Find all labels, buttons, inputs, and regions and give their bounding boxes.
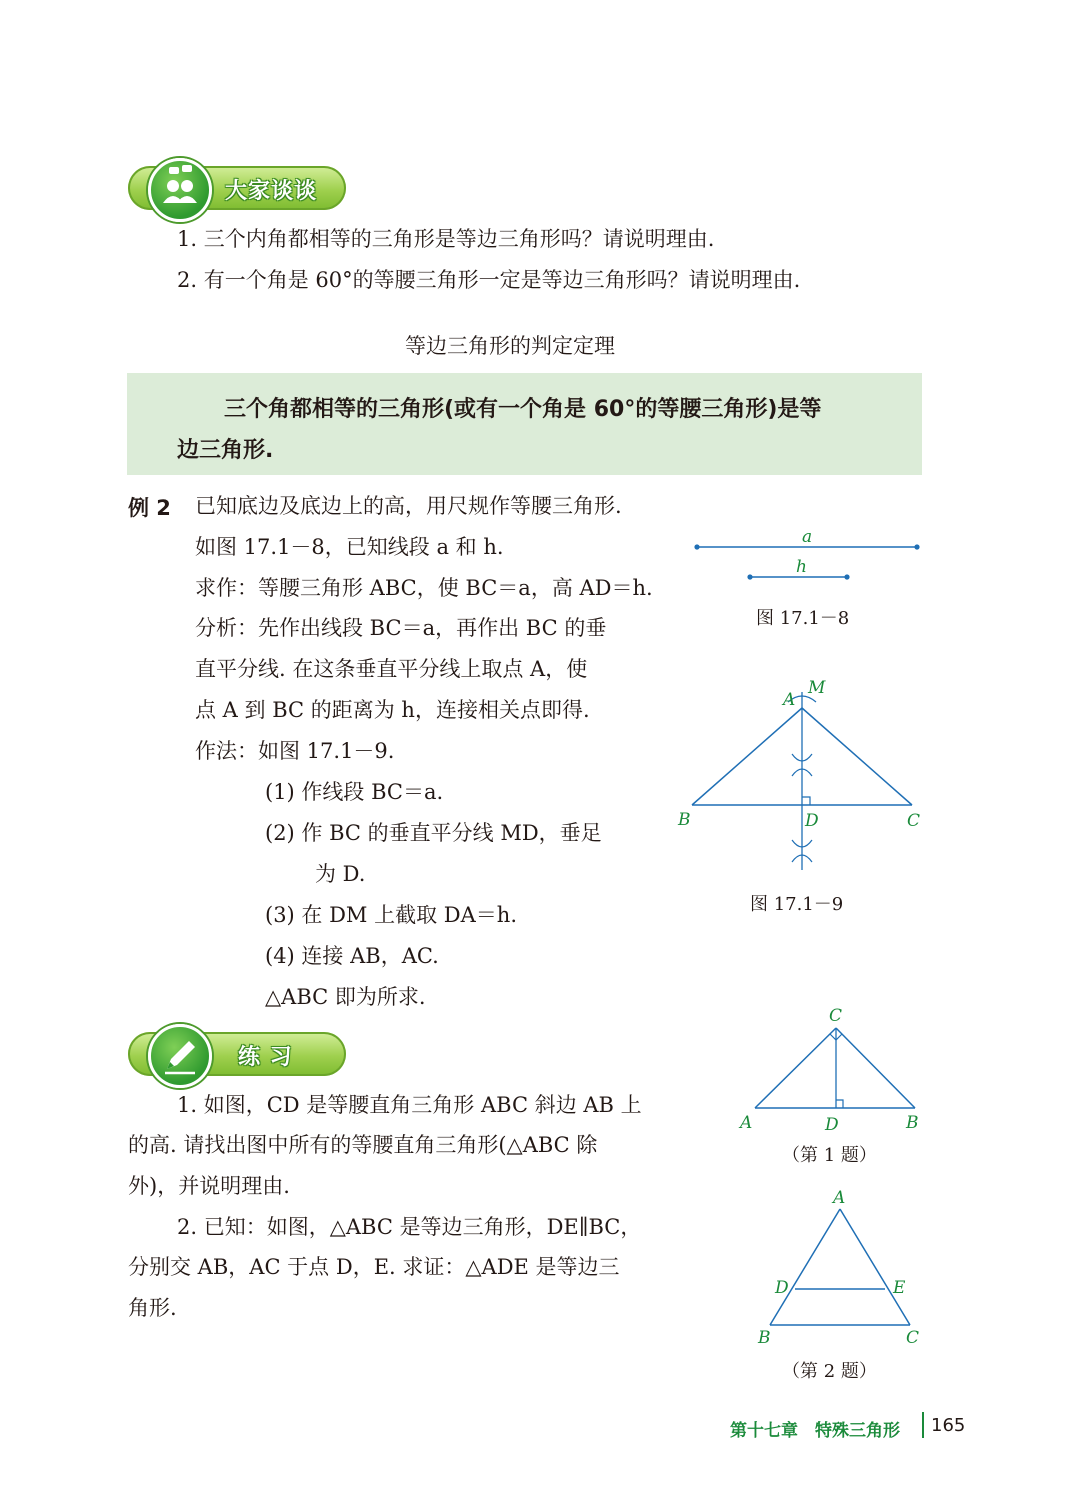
practice-2-line-2: 分别交 AB，AC 于点 D，E. 求证：△ADE 是等边三 <box>128 1255 620 1279</box>
question-1-figure <box>730 1000 940 1140</box>
fig9-label-a: A <box>783 690 796 710</box>
discussion-question-2: 2. 有一个角是 60°的等腰三角形一定是等边三角形吗？请说明理由. <box>177 268 801 292</box>
practice-badge-label: 练 习 <box>238 1045 293 1070</box>
fig9-label-c: C <box>907 811 921 831</box>
footer-chapter: 第十七章 特殊三角形 <box>730 1421 900 1441</box>
question-2-figure <box>740 1185 940 1355</box>
q2-label-b: B <box>758 1328 771 1348</box>
example-step-4: (4) 连接 AB，AC. <box>265 944 439 968</box>
footer-divider <box>922 1412 924 1438</box>
figure-17-1-8 <box>680 525 940 595</box>
practice-2-line-1: 2. 已知：如图，△ABC 是等边三角形，DE∥BC， <box>177 1215 642 1239</box>
q1-label-c: C <box>829 1006 843 1026</box>
fig9-label-b: B <box>678 810 691 830</box>
example-step-2-cont: 为 D. <box>315 862 366 886</box>
example-step-2: (2) 作 BC 的垂直平分线 MD，垂足 <box>265 821 602 845</box>
example-line-1: 已知底边及底边上的高，用尺规作等腰三角形. <box>195 494 622 518</box>
practice-1-line-3: 外)，并说明理由. <box>128 1174 290 1198</box>
example-result: △ABC 即为所求. <box>265 985 426 1009</box>
fig8-label-a: a <box>802 527 813 547</box>
figure-17-1-9-caption: 图 17.1－9 <box>750 894 844 915</box>
example-line-7: 作法：如图 17.1－9. <box>195 739 395 763</box>
example-step-3: (3) 在 DM 上截取 DA＝h. <box>265 903 517 927</box>
theorem-title: 等边三角形的判定定理 <box>405 334 615 358</box>
q2-label-a: A <box>833 1188 846 1208</box>
pencil-icon <box>148 1024 212 1088</box>
figure-17-1-9 <box>670 670 940 880</box>
q1-label-d: D <box>825 1115 839 1135</box>
fig8-label-h: h <box>796 557 807 577</box>
question-2-caption: （第 2 题） <box>782 1361 877 1382</box>
q1-label-a: A <box>740 1113 753 1133</box>
q2-label-e: E <box>893 1278 906 1298</box>
figure-17-1-8-caption: 图 17.1－8 <box>756 608 850 629</box>
question-1-caption: （第 1 题） <box>782 1145 877 1166</box>
q2-label-c: C <box>906 1328 920 1348</box>
practice-2-line-3: 角形. <box>128 1296 177 1320</box>
practice-1-line-1: 1. 如图，CD 是等腰直角三角形 ABC 斜边 AB 上 <box>177 1093 642 1117</box>
example-line-2: 如图 17.1－8，已知线段 a 和 h. <box>195 535 504 559</box>
theorem-line-2: 边三角形. <box>177 438 274 463</box>
theorem-line-1: 三个角都相等的三角形(或有一个角是 60°的等腰三角形)是等 <box>224 397 822 422</box>
fig9-label-d: D <box>805 811 819 831</box>
example-line-4: 分析：先作出线段 BC＝a，再作出 BC 的垂 <box>195 616 607 640</box>
practice-1-line-2: 的高. 请找出图中所有的等腰直角三角形(△ABC 除 <box>128 1133 598 1157</box>
discussion-badge-label: 大家谈谈 <box>225 179 318 204</box>
example-line-6: 点 A 到 BC 的距离为 h，连接相关点即得. <box>195 698 590 722</box>
example-label: 例 2 <box>128 496 171 520</box>
q1-label-b: B <box>906 1113 919 1133</box>
q2-label-d: D <box>775 1278 789 1298</box>
discussion-question-1: 1. 三个内角都相等的三角形是等边三角形吗？请说明理由. <box>177 227 715 251</box>
example-line-5: 直平分线. 在这条垂直平分线上取点 A，使 <box>195 657 588 681</box>
example-step-1: (1) 作线段 BC＝a. <box>265 780 444 804</box>
example-line-3: 求作：等腰三角形 ABC，使 BC＝a，高 AD＝h. <box>195 576 653 600</box>
page-number: 165 <box>931 1415 966 1436</box>
people-chat-icon <box>148 158 212 222</box>
fig9-label-m: M <box>808 678 826 698</box>
